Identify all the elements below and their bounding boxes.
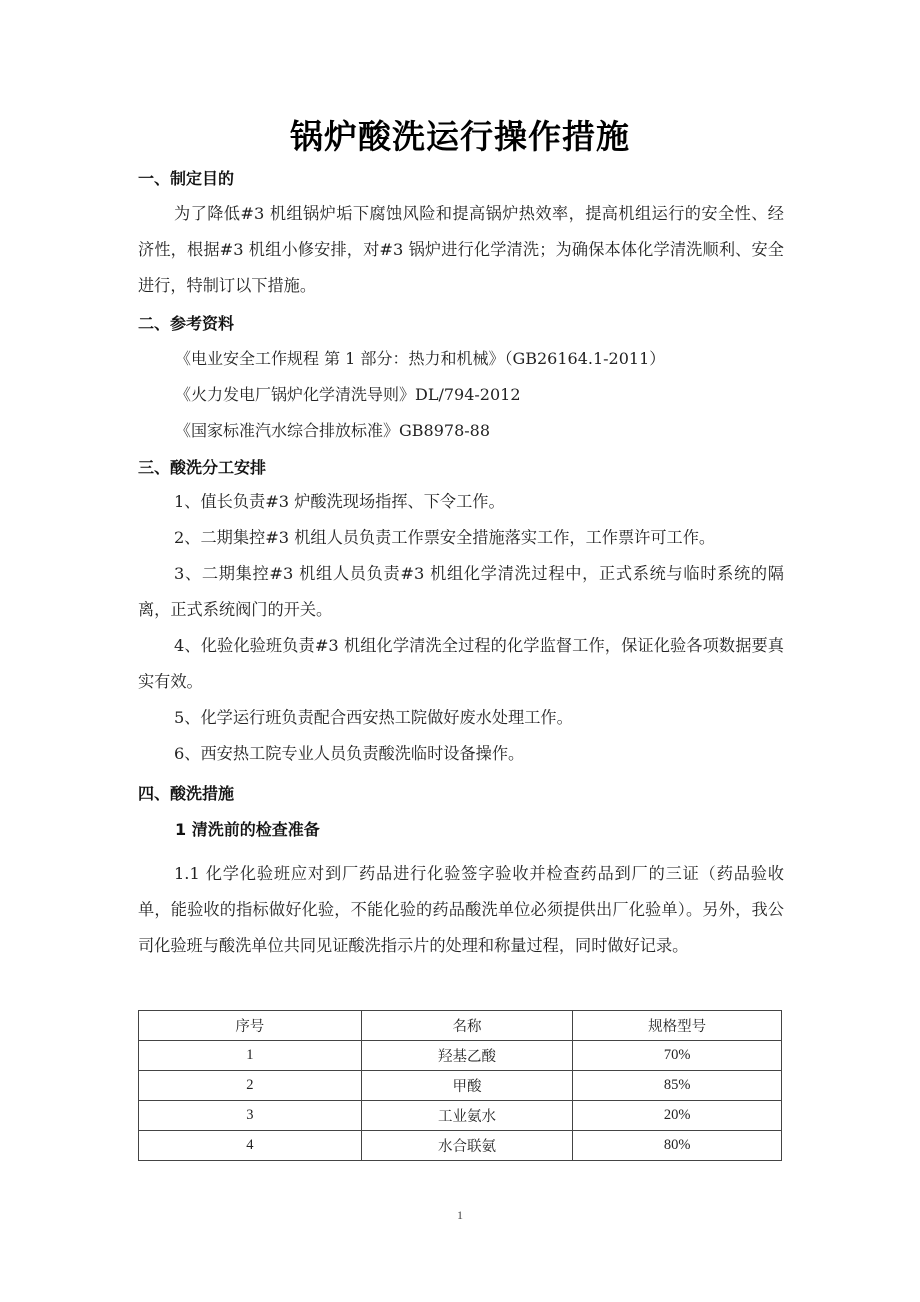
reference-item: 《火力发电厂锅炉化学清洗导则》DL/794-2012 — [175, 385, 521, 404]
column-header-spec: 规格型号 — [573, 1011, 782, 1041]
division-item: 2、二期集控#3 机组人员负责工作票安全措施落实工作，工作票许可工作。 — [174, 528, 716, 547]
chemicals-table — [138, 1010, 782, 1161]
section-heading-measures: 四、酸洗措施 — [138, 784, 235, 803]
table-row — [139, 1131, 782, 1161]
cell-spec: 70% — [573, 1041, 782, 1071]
table-row — [139, 1071, 782, 1101]
reference-item: 《电业安全工作规程 第 1 部分：热力和机械》（GB26164.1-2011） — [175, 349, 666, 368]
division-item: 6、西安热工院专业人员负责酸洗临时设备操作。 — [174, 744, 525, 763]
column-header-number: 序号 — [139, 1011, 362, 1041]
document-title: 锅炉酸洗运行操作措施 — [290, 117, 630, 156]
table-header-row — [139, 1011, 782, 1041]
section-heading-division-of-work: 三、酸洗分工安排 — [138, 458, 267, 477]
cell-spec: 80% — [573, 1131, 782, 1161]
cell-spec: 20% — [573, 1101, 782, 1131]
page-number: 1 — [457, 1208, 463, 1222]
division-item: 1、值长负责#3 炉酸洗现场指挥、下令工作。 — [174, 492, 505, 511]
division-item: 4、化验化验班负责#3 机组化学清洗全过程的化学监督工作，保证化验各项数据要真实有效。 — [138, 636, 784, 691]
cell-number: 3 — [139, 1101, 362, 1131]
cell-name: 羟基乙酸 — [361, 1041, 573, 1071]
division-item: 3、二期集控#3 机组人员负责#3 机组化学清洗过程中，正式系统与临时系统的隔离，正式系统阀门的开关。 — [138, 564, 784, 619]
cell-name: 水合联氨 — [361, 1131, 573, 1161]
cell-number: 1 — [139, 1041, 362, 1071]
table-row — [139, 1101, 782, 1131]
cell-number: 4 — [139, 1131, 362, 1161]
cell-number: 2 — [139, 1071, 362, 1101]
purpose-paragraph: 为了降低#3 机组锅炉垢下腐蚀风险和提高锅炉热效率，提高机组运行的安全性、经济性，根据#3 机组小修安排，对#3 锅炉进行化学清洗；为确保本体化学清洗顺利、安全进行，特制订以下措施。 — [138, 204, 784, 295]
division-item: 5、化学运行班负责配合西安热工院做好废水处理工作。 — [174, 708, 573, 727]
reference-item: 《国家标准汽水综合排放标准》GB8978-88 — [175, 421, 491, 440]
column-header-name: 名称 — [361, 1011, 573, 1041]
section-heading-references: 二、参考资料 — [138, 314, 235, 333]
cell-spec: 85% — [573, 1071, 782, 1101]
subsection-heading-pre-check: 1 清洗前的检查准备 — [175, 820, 320, 839]
cell-name: 甲酸 — [361, 1071, 573, 1101]
pre-check-paragraph: 1.1 化学化验班应对到厂药品进行化验签字验收并检查药品到厂的三证（药品验收单，能验收的指标做好化验，不能化验的药品酸洗单位必须提供出厂化验单）。另外，我公司化验班与酸洗单位共同见证酸洗指示片的处理和称量过程，同时做好记录。 — [138, 864, 784, 955]
table-row — [139, 1041, 782, 1071]
section-heading-purpose: 一、制定目的 — [138, 169, 235, 188]
cell-name: 工业氨水 — [361, 1101, 573, 1131]
